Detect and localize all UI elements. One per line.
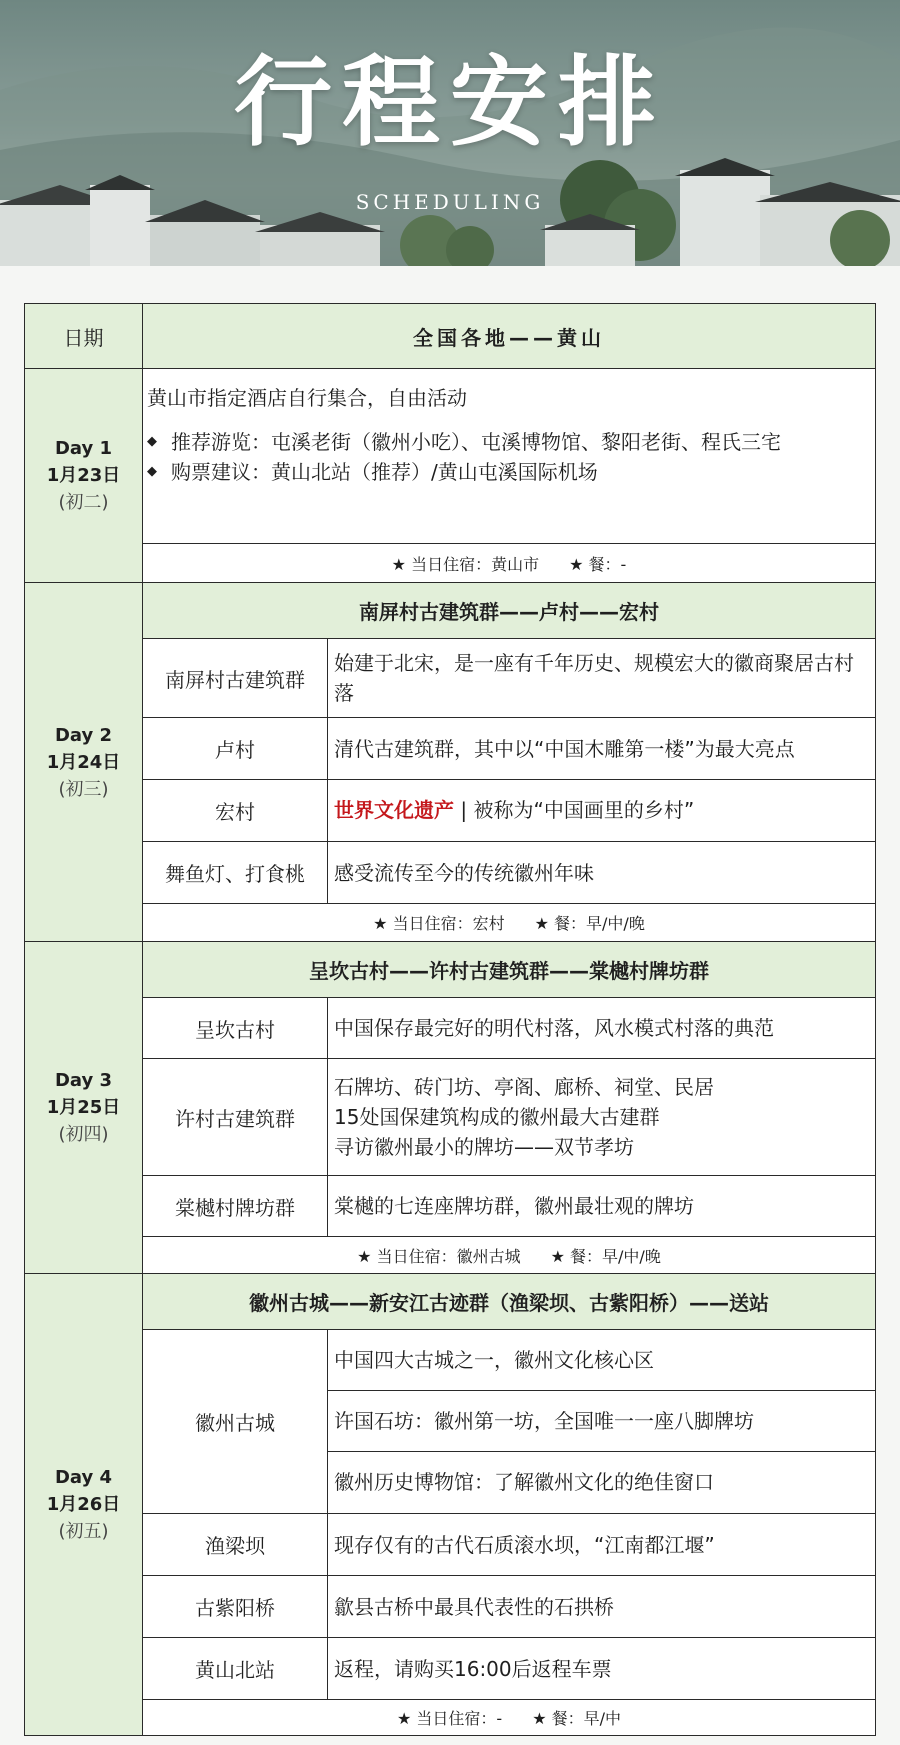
day-date: 1月25日 [46,1097,121,1118]
day-route: 南屏村古建筑群——卢村——宏村 [143,583,875,639]
day-date: 1月26日 [46,1494,121,1515]
table-row [143,1576,875,1638]
meal-text: ★ 餐：- [569,554,627,574]
day-route: 徽州古城——新安江古迹群（渔梁坝、古紫阳桥）——送站 [143,1274,875,1330]
attraction-desc: 棠樾的七连座牌坊群，徽州最壮观的牌坊 [334,1194,694,1218]
stay-meal-row [143,904,875,941]
stay-meal-row [143,1237,875,1273]
page-subtitle: SCHEDULING [355,190,545,214]
lunar-date: (初四) [58,1124,109,1145]
table-row [143,780,875,842]
day-date: 1月23日 [46,465,121,486]
stay-text: ★ 当日住宿：- [396,1709,503,1728]
attraction-name: 呈坎古村 [143,998,328,1058]
lunar-date: (初三) [58,778,109,800]
table-row [143,1514,875,1576]
itinerary-table [24,303,876,1736]
table-row [143,998,875,1059]
day-date: 1月24日 [46,751,121,773]
meal-text: ★ 餐：早/中/晚 [534,914,645,933]
stay-text: ★ 当日住宿：宏村 [373,914,505,933]
attraction-name: 舞鱼灯、打食桃 [143,842,328,903]
table-row [143,639,875,718]
diamond-bullet-icon: ◆ [147,464,157,479]
day-number: Day 1 [54,438,113,459]
sub-item: 中国四大古城之一，徽州文化核心区 [328,1330,875,1391]
stay-meal-row [143,1700,875,1735]
attraction-desc [328,1330,875,1513]
day-number: Day 2 [54,724,113,746]
date-column-header: 日期 [25,304,143,368]
attraction-name: 许村古建筑群 [143,1059,328,1175]
sub-item: 徽州历史博物馆：了解徽州文化的绝佳窗口 [334,1470,714,1494]
list-item: ◆ 购票建议：黄山北站（推荐）/黄山屯溪国际机场 [147,457,871,487]
table-row [143,1330,875,1514]
day-label [25,942,143,1273]
attraction-desc: 世界文化遗产 | 被称为“中国画里的乡村” [334,798,695,822]
table-row [143,1638,875,1700]
attraction-name: 古紫阳桥 [143,1576,328,1637]
attraction-desc: 歙县古桥中最具代表性的石拱桥 [334,1594,614,1619]
day-label [25,1274,143,1735]
table-header [25,304,875,369]
day-1-intro-block [143,369,875,544]
lunar-date: (初五) [58,1521,109,1542]
day-label [25,369,143,582]
route-header: 全国各地——黄山 [143,304,875,368]
attraction-name: 徽州古城 [143,1330,328,1513]
attraction-desc: 感受流传至今的传统徽州年味 [334,860,594,885]
attraction-name: 渔梁坝 [143,1514,328,1575]
day-3-section [25,942,875,1274]
attraction-desc: 中国保存最完好的明代村落，风水模式村落的典范 [334,1016,774,1040]
stay-text: ★ 当日住宿：徽州古城 [357,1246,521,1266]
attraction-desc: 返程，请购买16:00后返程车票 [334,1656,612,1681]
page-title: 行程安排 [233,45,666,160]
attraction-name: 棠樾村牌坊群 [143,1176,328,1236]
day-2-section [25,583,875,942]
attraction-name: 卢村 [143,718,328,779]
meal-text: ★ 餐：早/中/晚 [550,1246,661,1266]
day-number: Day 3 [54,1070,113,1091]
day-route: 呈坎古村——许村古建筑群——棠樾村牌坊群 [143,942,875,998]
attraction-name: 黄山北站 [143,1638,328,1699]
table-row [143,1176,875,1237]
hero-banner [0,0,900,266]
lunar-date: (初二) [58,492,109,513]
day-1-section [25,369,875,583]
day-4-section [25,1274,875,1736]
stay-text: ★ 当日住宿：黄山市 [391,554,540,574]
sub-item: 许国石坊：徽州第一坊，全国唯一一座八脚牌坊 [328,1391,875,1452]
list-item: ◆ 推荐游览：屯溪老街（徽州小吃）、屯溪博物馆、黎阳老街、程氏三宅 [147,427,871,457]
day-label [25,583,143,941]
attraction-desc: 始建于北宋，是一座有千年历史、规模宏大的徽商聚居古村落 [334,651,854,705]
attraction-desc: 清代古建筑群，其中以“中国木雕第一楼”为最大亮点 [334,736,795,761]
day-intro: 黄山市指定酒店自行集合，自由活动 [147,386,467,410]
stay-meal-row [143,544,875,582]
table-row [143,718,875,780]
table-row [143,1059,875,1176]
heritage-highlight: 世界文化遗产 [334,798,454,822]
diamond-bullet-icon: ◆ [147,434,157,449]
table-row [143,842,875,904]
attraction-desc: 石牌坊、砖门坊、亭阁、廊桥、祠堂、民居 15处国保建筑构成的徽州最大古建群 寻访徽州最小的牌坊——双节孝坊 [334,1075,714,1159]
day-number: Day 4 [54,1467,113,1488]
meal-text: ★ 餐：早/中 [532,1709,622,1728]
attraction-name: 南屏村古建筑群 [143,639,328,717]
attraction-desc: 现存仅有的古代石质滚水坝，“江南都江堰” [334,1532,715,1557]
attraction-name: 宏村 [143,780,328,841]
